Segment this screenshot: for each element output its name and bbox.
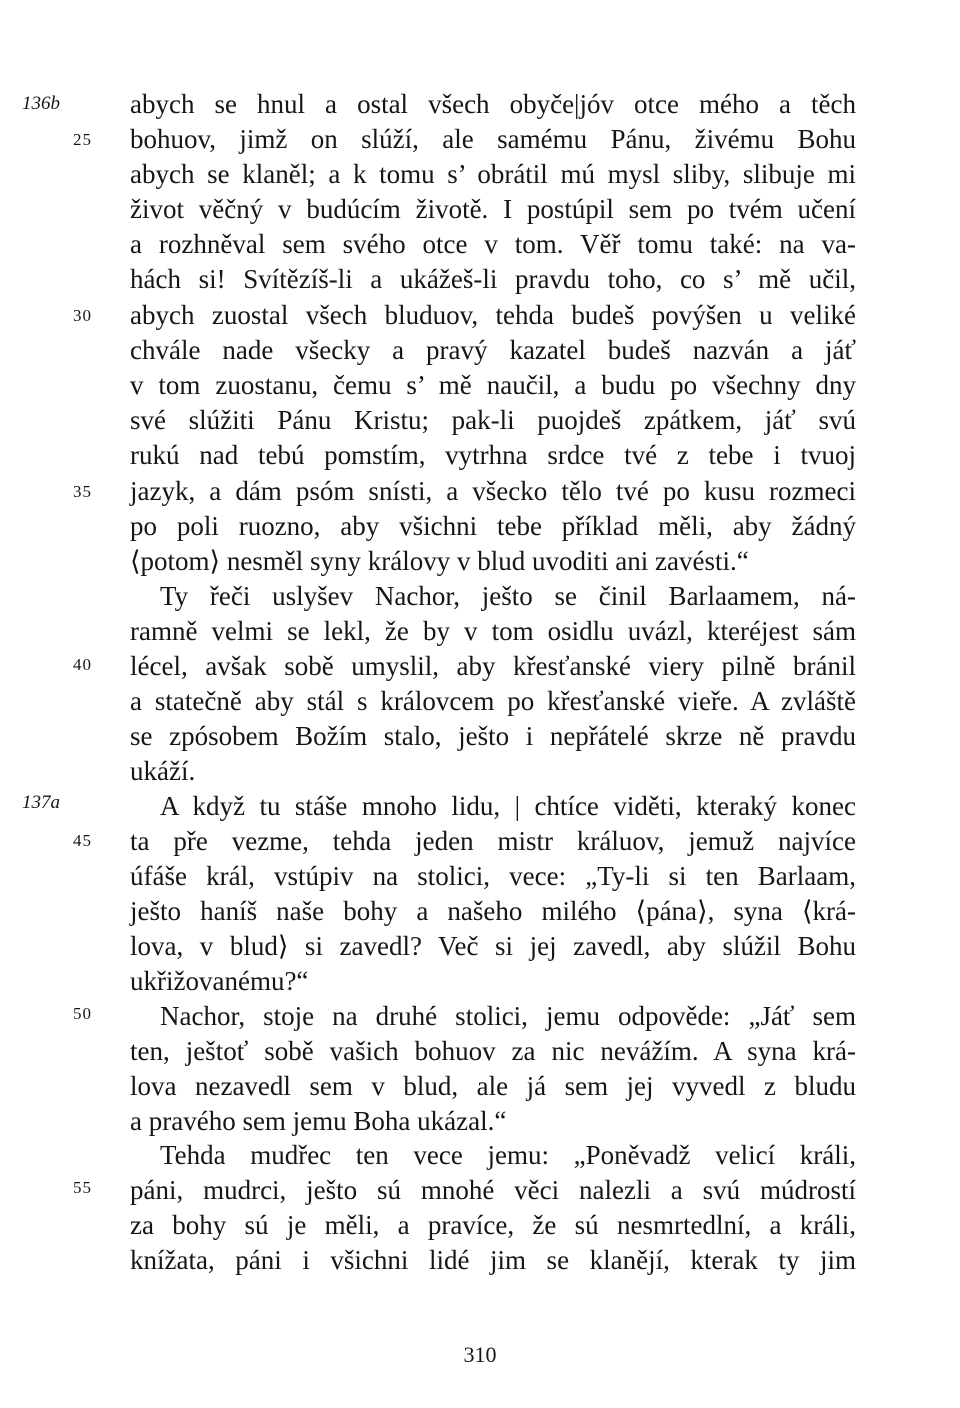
text-line: jazyk, a dám psóm snísti, a všecko tělo tvé po kusu rozmeci — [130, 476, 856, 506]
text-line: A když tu stáše mnoho lidu, | chtíce viděti, kteraký konec — [160, 791, 856, 821]
text-line: ten, ještoť sobě vašich bohuov za nic nevážím. A syna krá- — [130, 1036, 856, 1066]
folio-mark-137a: 137a — [22, 792, 60, 813]
line-number-25: 25 — [73, 130, 92, 149]
text-line: lova, v blud⟩ si zavedl? Več si jej zavedl, aby slúžil Bohu — [130, 931, 856, 961]
text-line: ukřižovanému?“ — [130, 966, 309, 996]
folio-mark-136b: 136b — [22, 93, 60, 114]
line-number-45: 45 — [73, 831, 92, 850]
line-number-50: 50 — [73, 1004, 92, 1023]
text-line: ukáží. — [130, 756, 196, 786]
text-line: bohuov, jimž on slúží, ale samému Pánu, živému Bohu — [130, 124, 856, 154]
text-line: knížata, páni i všichni lidé jim se klanějí, kterak ty jim — [130, 1245, 856, 1275]
text-line: se zpósobem Božím stalo, ješto i nepřátelé skrze ně pravdu — [130, 721, 856, 751]
text-line: ješto haníš naše bohy a našeho milého ⟨pána⟩, syna ⟨krá- — [130, 896, 856, 926]
text-line: Ty řeči uslyšev Nachor, ješto se činil Barlaamem, ná- — [160, 581, 856, 611]
text-line: Nachor, stoje na druhé stolici, jemu odpověde: „Jáť sem — [160, 1001, 856, 1031]
line-number-55: 55 — [73, 1178, 92, 1197]
page-number: 310 — [463, 1342, 497, 1367]
text-line: abych zuostal všech bluduov, tehda budeš povýšen u veliké — [130, 300, 856, 330]
text-line: lova nezavedl sem v blud, ale já sem jej vyvedl z bludu — [130, 1071, 856, 1101]
text-line: a pravého sem jemu Boha ukázal.“ — [130, 1106, 507, 1136]
text-line: své slúžiti Pánu Kristu; pak-li puojdeš zpátkem, jáť svú — [130, 405, 856, 435]
line-number-35: 35 — [73, 482, 92, 501]
text-line: ramně velmi se lekl, že by v tom osidlu uvázl, kteréjest sám — [130, 616, 856, 646]
text-line: a statečně aby stál s královcem po křesťanské vieře. A zvláště — [130, 686, 856, 716]
text-line: lécel, avšak sobě umyslil, aby křesťanské viery pilně bránil — [130, 651, 856, 681]
text-line: páni, mudrci, ješto sú mnohé věci nalezli a svú múdrostí — [130, 1175, 856, 1205]
text-line: život věčný v budúcím životě. I postúpil sem po tvém učení — [130, 194, 856, 224]
text-line: ta pře vezme, tehda jeden mistr králuov, jemuž najvíce — [130, 826, 856, 856]
text-line: abych se hnul a ostal všech obyče|jóv otce mého a těch — [130, 89, 856, 119]
text-line: Tehda mudřec ten vece jemu: „Poněvadž velicí králi, — [160, 1140, 856, 1170]
text-line: a rozhněval sem svého otce v tom. Věř tomu také: na va- — [130, 229, 856, 259]
text-line: po poli ruozno, aby všichni tebe příklad měli, aby žádný — [130, 511, 856, 541]
text-line: chvále nade všecky a pravý kazatel budeš nazván a jáť — [130, 335, 856, 365]
line-number-30: 30 — [73, 306, 92, 325]
text-line: ⟨potom⟩ nesměl syny královy v blud uvoditi ani zavésti.“ — [130, 546, 749, 576]
text-line: v tom zuostanu, čemu s’ mě naučil, a budu po všechny dny — [130, 370, 856, 400]
text-line: úfáše král, vstúpiv na stolici, vece: „Ty-li si ten Barlaam, — [130, 861, 856, 891]
text-line: hách si! Svítězíš-li a ukážeš-li pravdu toho, co s’ mě učil, — [130, 264, 856, 294]
line-number-40: 40 — [73, 655, 92, 674]
text-line: za bohy sú je měli, a pravíce, že sú nesmrtedlní, a králi, — [130, 1210, 856, 1240]
text-line: abych se klaněl; a k tomu s’ obrátil mú mysl sliby, slibuje mi — [130, 159, 856, 189]
text-line: rukú nad tebú pomstím, vytrhna srdce tvé z tebe i tvuoj — [130, 440, 856, 470]
